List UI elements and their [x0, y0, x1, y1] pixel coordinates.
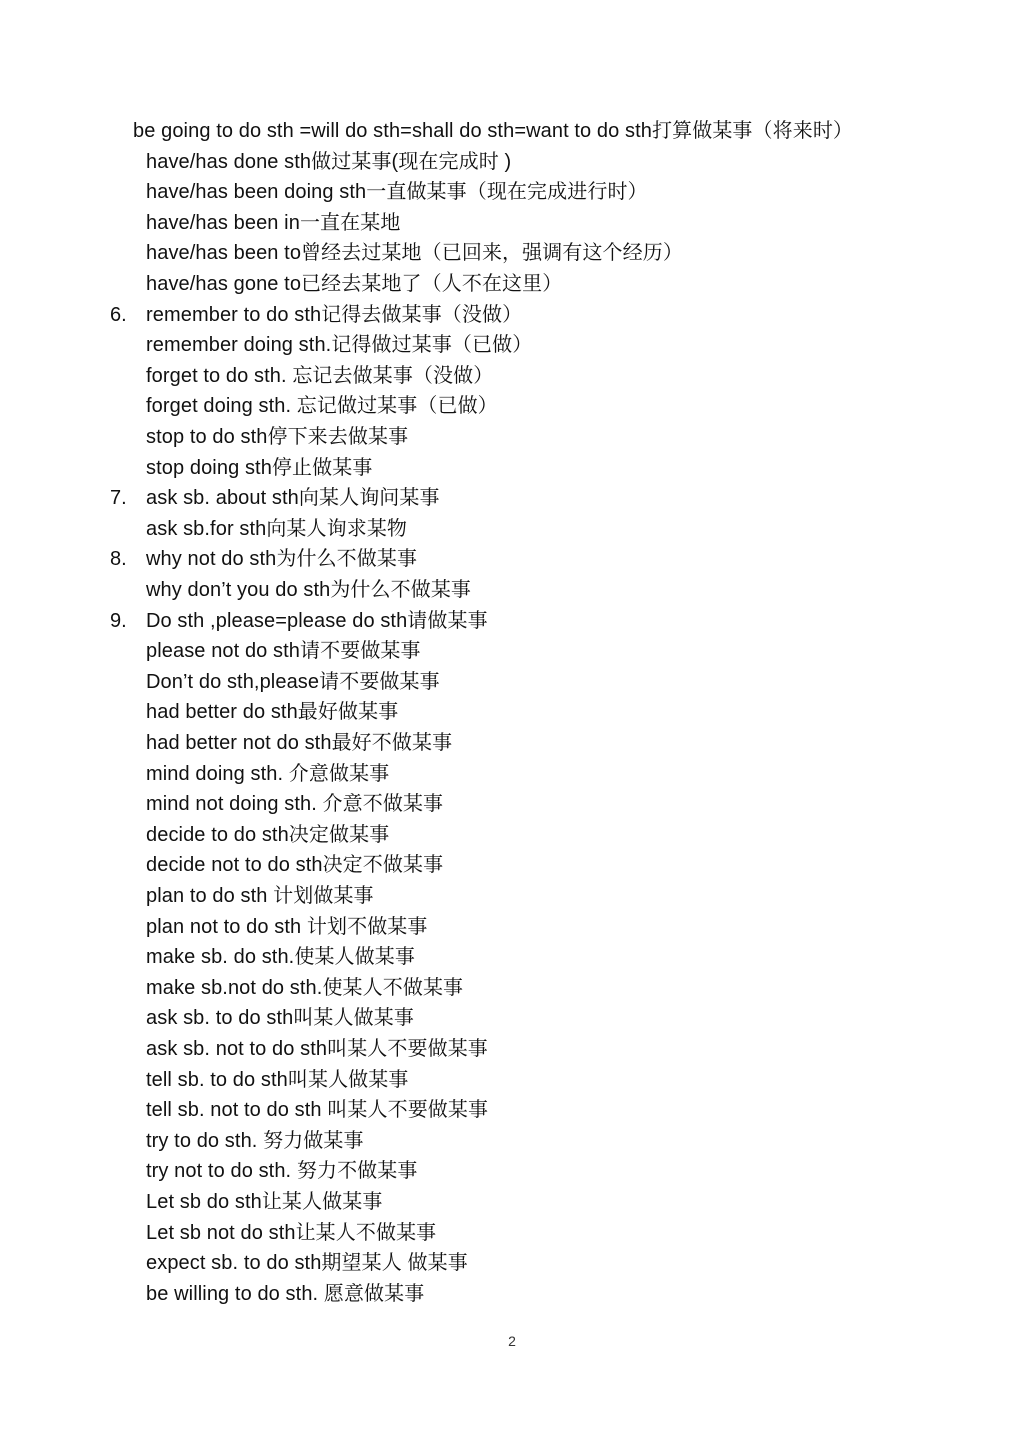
page-number: 2 — [508, 1333, 516, 1349]
phrase-line: try not to do sth. 努力不做某事 — [146, 1160, 418, 1182]
phrase-line: make sb. do sth.使某人做某事 — [146, 946, 415, 968]
phrase-line: ask sb. to do sth叫某人做某事 — [146, 1007, 414, 1029]
phrase-line: tell sb. not to do sth 叫某人不要做某事 — [146, 1099, 489, 1121]
phrase-line: plan to do sth 计划做某事 — [146, 885, 374, 907]
phrase-line: Let sb not do sth让某人不做某事 — [146, 1222, 437, 1244]
phrase-line: plan not to do sth 计划不做某事 — [146, 916, 428, 938]
phrase-line: Do sth ,please=please do sth请做某事 — [146, 610, 488, 632]
phrase-line: mind doing sth. 介意做某事 — [146, 763, 390, 785]
phrase-line: Don’t do sth,please请不要做某事 — [146, 671, 440, 693]
phrase-line: be going to do sth =will do sth=shall do sth=want to do sth打算做某事（将来时） — [133, 120, 854, 142]
phrase-line: stop to do sth停下来去做某事 — [146, 426, 409, 448]
phrase-line: remember to do sth记得去做某事（没做） — [146, 304, 523, 326]
phrase-line: remember doing sth.记得做过某事（已做） — [146, 334, 533, 356]
phrase-line: try to do sth. 努力做某事 — [146, 1130, 364, 1152]
phrase-line: Let sb do sth让某人做某事 — [146, 1191, 383, 1213]
phrase-line: tell sb. to do sth叫某人做某事 — [146, 1069, 409, 1091]
phrase-line: have/has been to曾经去过某地（已回来，强调有这个经历） — [146, 242, 683, 264]
phrase-line: have/has gone to已经去某地了（人不在这里） — [146, 273, 563, 295]
phrase-line: decide to do sth决定做某事 — [146, 824, 390, 846]
list-number: 6. — [110, 304, 127, 326]
phrase-line: please not do sth请不要做某事 — [146, 640, 421, 662]
phrase-line: forget doing sth. 忘记做过某事（已做） — [146, 395, 498, 417]
phrase-line: decide not to do sth决定不做某事 — [146, 854, 444, 876]
phrase-line: had better do sth最好做某事 — [146, 701, 399, 723]
phrase-line: why don’t you do sth为什么不做某事 — [146, 579, 472, 601]
phrase-line: forget to do sth. 忘记去做某事（没做） — [146, 365, 494, 387]
phrase-line: have/has done sth做过某事(现在完成时 ) — [146, 151, 512, 173]
phrase-line: ask sb. not to do sth叫某人不要做某事 — [146, 1038, 488, 1060]
phrase-line: stop doing sth停止做某事 — [146, 457, 373, 479]
phrase-line: ask sb. about sth向某人询问某事 — [146, 487, 440, 509]
phrase-line: ask sb.for sth向某人询求某物 — [146, 518, 408, 540]
list-number: 7. — [110, 487, 127, 509]
phrase-line: have/has been doing sth一直做某事（现在完成进行时） — [146, 181, 648, 203]
phrase-line: why not do sth为什么不做某事 — [146, 548, 418, 570]
list-number: 9. — [110, 610, 127, 632]
phrase-line: mind not doing sth. 介意不做某事 — [146, 793, 444, 815]
phrase-line: be willing to do sth. 愿意做某事 — [146, 1283, 425, 1305]
phrase-line: have/has been in一直在某地 — [146, 212, 401, 234]
phrase-line: expect sb. to do sth期望某人 做某事 — [146, 1252, 468, 1274]
phrase-line: had better not do sth最好不做某事 — [146, 732, 453, 754]
phrase-line: make sb.not do sth.使某人不做某事 — [146, 977, 464, 999]
list-number: 8. — [110, 548, 127, 570]
